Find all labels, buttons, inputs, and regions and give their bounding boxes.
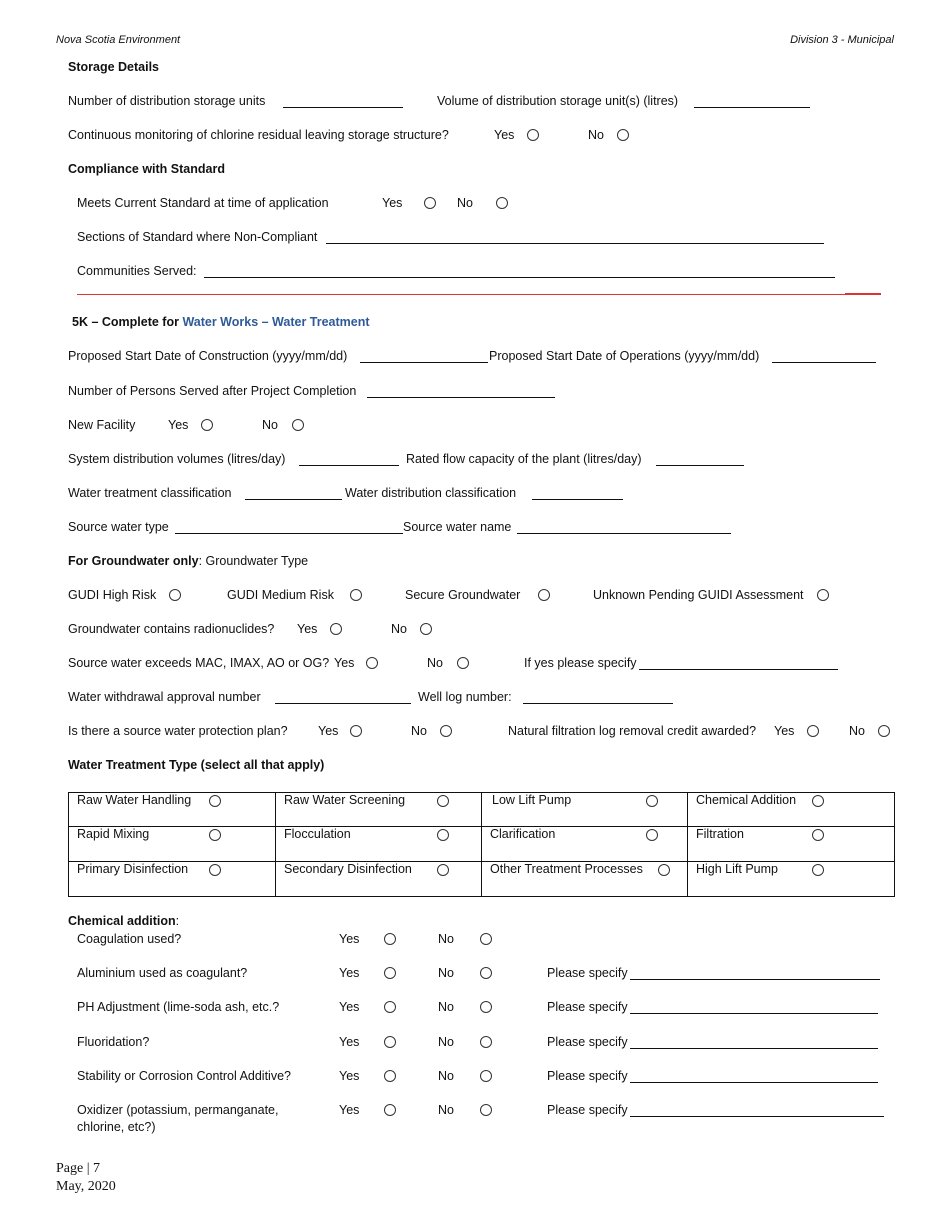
- footer-date: May, 2020: [56, 1179, 116, 1194]
- chemical-yes-radio[interactable]: [384, 1036, 396, 1048]
- chemical-yes-label: Yes: [339, 932, 360, 946]
- monitoring-no-radio[interactable]: [617, 129, 629, 141]
- treatment-option-label: Other Treatment Processes: [490, 862, 643, 876]
- distribution-class-label: Water distribution classification: [345, 486, 517, 500]
- protection-plan-label: Is there a source water protection plan?: [68, 724, 288, 738]
- treatment-option-radio[interactable]: [646, 829, 658, 841]
- groundwater-only-heading: [68, 554, 308, 568]
- treatment-class-label: Water treatment classification: [68, 486, 232, 500]
- chemical-item-label: Stability or Corrosion Control Additive?: [77, 1069, 291, 1083]
- storage-title: Storage Details: [68, 60, 160, 74]
- unknown-gudi-radio[interactable]: [817, 589, 829, 601]
- protection-plan-yes-label: Yes: [318, 724, 339, 738]
- new-facility-yes-radio[interactable]: [201, 419, 213, 431]
- treatment-option-radio[interactable]: [209, 795, 221, 807]
- exceeds-yes-radio[interactable]: [366, 657, 378, 669]
- treatment-option-label: High Lift Pump: [696, 862, 778, 876]
- new-facility-no-label: No: [262, 418, 278, 432]
- section-divider: [77, 294, 881, 295]
- chemical-specify-label: Please specify: [547, 1000, 628, 1014]
- treatment-option-label: Chemical Addition: [696, 793, 797, 807]
- dist-volumes-field[interactable]: [299, 465, 399, 466]
- new-facility-label: New Facility: [68, 418, 136, 432]
- treatment-option-label: Clarification: [490, 827, 556, 841]
- section-5k-title-blue: Water Works – Water Treatment: [182, 315, 370, 329]
- treatment-option-radio[interactable]: [209, 864, 221, 876]
- well-log-field[interactable]: [523, 703, 673, 704]
- meets-no-label: No: [457, 196, 473, 210]
- meets-no-radio[interactable]: [496, 197, 508, 209]
- volume-label: Volume of distribution storage unit(s) (litres): [437, 94, 679, 108]
- sections-label: Sections of Standard where Non-Compliant: [77, 230, 318, 244]
- chemical-yes-label: Yes: [339, 1000, 360, 1014]
- treatment-option-radio[interactable]: [812, 795, 824, 807]
- start-operations-field[interactable]: [772, 362, 876, 363]
- rated-flow-field[interactable]: [656, 465, 744, 466]
- communities-label: Communities Served:: [77, 264, 197, 278]
- natural-filtration-no-radio[interactable]: [878, 725, 890, 737]
- chemical-no-radio[interactable]: [480, 1001, 492, 1013]
- exceeds-yes-label: Yes: [334, 656, 355, 670]
- source-name-field[interactable]: [517, 533, 731, 534]
- natural-filtration-yes-label: Yes: [774, 724, 795, 738]
- gudi-medium-radio[interactable]: [350, 589, 362, 601]
- chemical-specify-field[interactable]: [630, 1082, 878, 1083]
- treatment-type-title: Water Treatment Type (select all that apply): [68, 758, 325, 772]
- section-5k-title: [72, 315, 370, 329]
- monitoring-yes-radio[interactable]: [527, 129, 539, 141]
- chemical-no-label: No: [438, 1000, 454, 1014]
- chemical-heading: [68, 914, 179, 928]
- treatment-option-label: Primary Disinfection: [77, 862, 189, 876]
- new-facility-no-radio[interactable]: [292, 419, 304, 431]
- treatment-option-radio[interactable]: [812, 829, 824, 841]
- chemical-yes-label: Yes: [339, 966, 360, 980]
- section-5k-prefix: 5K – Complete for: [72, 315, 183, 329]
- sections-field[interactable]: [326, 243, 824, 244]
- start-construction-field[interactable]: [360, 362, 488, 363]
- natural-filtration-label: Natural filtration log removal credit awarded?: [508, 724, 757, 738]
- if-yes-specify-label: If yes please specify: [524, 656, 637, 670]
- persons-served-field[interactable]: [367, 397, 555, 398]
- chemical-item-label: Coagulation used?: [77, 932, 182, 946]
- distribution-class-field[interactable]: [532, 499, 623, 500]
- meets-yes-label: Yes: [382, 196, 403, 210]
- radionuclides-no-label: No: [391, 622, 407, 636]
- chemical-yes-radio[interactable]: [384, 933, 396, 945]
- header-left: Nova Scotia Environment: [56, 34, 181, 46]
- well-log-label: Well log number:: [418, 690, 512, 704]
- chemical-specify-label: Please specify: [547, 1035, 628, 1049]
- chemical-no-label: No: [438, 932, 454, 946]
- chemical-item-label: Aluminium used as coagulant?: [77, 966, 248, 980]
- gudi-high-radio[interactable]: [169, 589, 181, 601]
- chemical-no-radio[interactable]: [480, 1104, 492, 1116]
- chemical-yes-radio[interactable]: [384, 967, 396, 979]
- num-units-field[interactable]: [283, 107, 403, 108]
- treatment-option-label: Raw Water Screening: [284, 793, 406, 807]
- footer-page: Page | 7: [56, 1161, 101, 1176]
- chemical-yes-radio[interactable]: [384, 1104, 396, 1116]
- new-facility-yes-label: Yes: [168, 418, 189, 432]
- treatment-option-radio[interactable]: [437, 829, 449, 841]
- meets-yes-radio[interactable]: [424, 197, 436, 209]
- chemical-no-radio[interactable]: [480, 1070, 492, 1082]
- dist-volumes-label: System distribution volumes (litres/day): [68, 452, 286, 466]
- compliance-title: Compliance with Standard: [68, 162, 225, 176]
- treatment-option-label: Secondary Disinfection: [284, 862, 412, 876]
- exceeds-no-label: No: [427, 656, 443, 670]
- chemical-specify-label: Please specify: [547, 1069, 628, 1083]
- volume-field[interactable]: [694, 107, 810, 108]
- chemical-item-label: Oxidizer (potassium, permanganate,: [77, 1103, 279, 1117]
- chemical-specify-field[interactable]: [630, 1048, 878, 1049]
- header-right: Division 3 - Municipal: [790, 34, 894, 46]
- exceeds-label: Source water exceeds MAC, IMAX, AO or OG?: [68, 656, 330, 670]
- chemical-no-radio[interactable]: [480, 933, 492, 945]
- chemical-no-label: No: [438, 1069, 454, 1083]
- section-divider-accent: [845, 293, 881, 295]
- monitoring-yes-label: Yes: [494, 128, 515, 142]
- exceeds-no-radio[interactable]: [457, 657, 469, 669]
- chemical-colon: :: [175, 914, 180, 928]
- chemical-no-label: No: [438, 1103, 454, 1117]
- gudi-high-label: GUDI High Risk: [68, 588, 157, 602]
- treatment-option-radio[interactable]: [437, 795, 449, 807]
- treatment-class-field[interactable]: [245, 499, 342, 500]
- withdrawal-label: Water withdrawal approval number: [68, 690, 261, 704]
- chemical-item-label: chlorine, etc?): [77, 1120, 156, 1134]
- gudi-medium-label: GUDI Medium Risk: [227, 588, 334, 602]
- chemical-no-radio[interactable]: [480, 967, 492, 979]
- communities-field[interactable]: [204, 277, 835, 278]
- chemical-specify-field[interactable]: [630, 1013, 878, 1014]
- source-type-label: Source water type: [68, 520, 169, 534]
- natural-filtration-yes-radio[interactable]: [807, 725, 819, 737]
- source-type-field[interactable]: [175, 533, 403, 534]
- radionuclides-yes-radio[interactable]: [330, 623, 342, 635]
- secure-gw-radio[interactable]: [538, 589, 550, 601]
- chemical-title: Chemical addition: [68, 914, 176, 928]
- chemical-no-radio[interactable]: [480, 1036, 492, 1048]
- protection-plan-yes-radio[interactable]: [350, 725, 362, 737]
- chemical-specify-field[interactable]: [630, 1116, 884, 1117]
- chemical-item-label: Fluoridation?: [77, 1035, 150, 1049]
- treatment-option-radio[interactable]: [658, 864, 670, 876]
- protection-plan-no-label: No: [411, 724, 427, 738]
- treatment-option-label: Raw Water Handling: [77, 793, 192, 807]
- treatment-option-radio[interactable]: [209, 829, 221, 841]
- meets-standard-label: Meets Current Standard at time of application: [77, 196, 329, 210]
- treatment-option-label: Low Lift Pump: [492, 793, 572, 807]
- chemical-no-label: No: [438, 1035, 454, 1049]
- treatment-option-label: Flocculation: [284, 827, 351, 841]
- chemical-item-label: PH Adjustment (lime-soda ash, etc.?: [77, 1000, 280, 1014]
- start-construction-label: Proposed Start Date of Construction (yyyy/mm/dd): [68, 349, 348, 363]
- monitoring-no-label: No: [588, 128, 604, 142]
- chemical-specify-field[interactable]: [630, 979, 880, 980]
- unknown-gudi-label: Unknown Pending GUIDI Assessment: [593, 588, 804, 602]
- monitoring-label: Continuous monitoring of chlorine residual leaving storage structure?: [68, 128, 449, 142]
- num-units-label: Number of distribution storage units: [68, 94, 266, 108]
- start-operations-label: Proposed Start Date of Operations (yyyy/mm/dd): [489, 349, 760, 363]
- chemical-yes-label: Yes: [339, 1069, 360, 1083]
- rated-flow-label: Rated flow capacity of the plant (litres/day): [406, 452, 642, 466]
- groundwater-only-rest: : Groundwater Type: [198, 554, 309, 568]
- withdrawal-field[interactable]: [275, 703, 411, 704]
- chemical-yes-radio[interactable]: [384, 1001, 396, 1013]
- treatment-option-label: Rapid Mixing: [77, 827, 150, 841]
- protection-plan-no-radio[interactable]: [440, 725, 452, 737]
- treatment-option-radio[interactable]: [646, 795, 658, 807]
- chemical-yes-label: Yes: [339, 1035, 360, 1049]
- radionuclides-label: Groundwater contains radionuclides?: [68, 622, 275, 636]
- persons-served-label: Number of Persons Served after Project Completion: [68, 384, 357, 398]
- if-yes-specify-field[interactable]: [639, 669, 838, 670]
- radionuclides-yes-label: Yes: [297, 622, 318, 636]
- chemical-specify-label: Please specify: [547, 1103, 628, 1117]
- treatment-option-radio[interactable]: [437, 864, 449, 876]
- chemical-yes-label: Yes: [339, 1103, 360, 1117]
- chemical-specify-label: Please specify: [547, 966, 628, 980]
- radionuclides-no-radio[interactable]: [420, 623, 432, 635]
- natural-filtration-no-label: No: [849, 724, 865, 738]
- treatment-option-radio[interactable]: [812, 864, 824, 876]
- chemical-yes-radio[interactable]: [384, 1070, 396, 1082]
- chemical-no-label: No: [438, 966, 454, 980]
- groundwater-only-bold: For Groundwater only: [68, 554, 199, 568]
- source-name-label: Source water name: [403, 520, 512, 534]
- secure-gw-label: Secure Groundwater: [405, 588, 521, 602]
- treatment-option-label: Filtration: [696, 827, 744, 841]
